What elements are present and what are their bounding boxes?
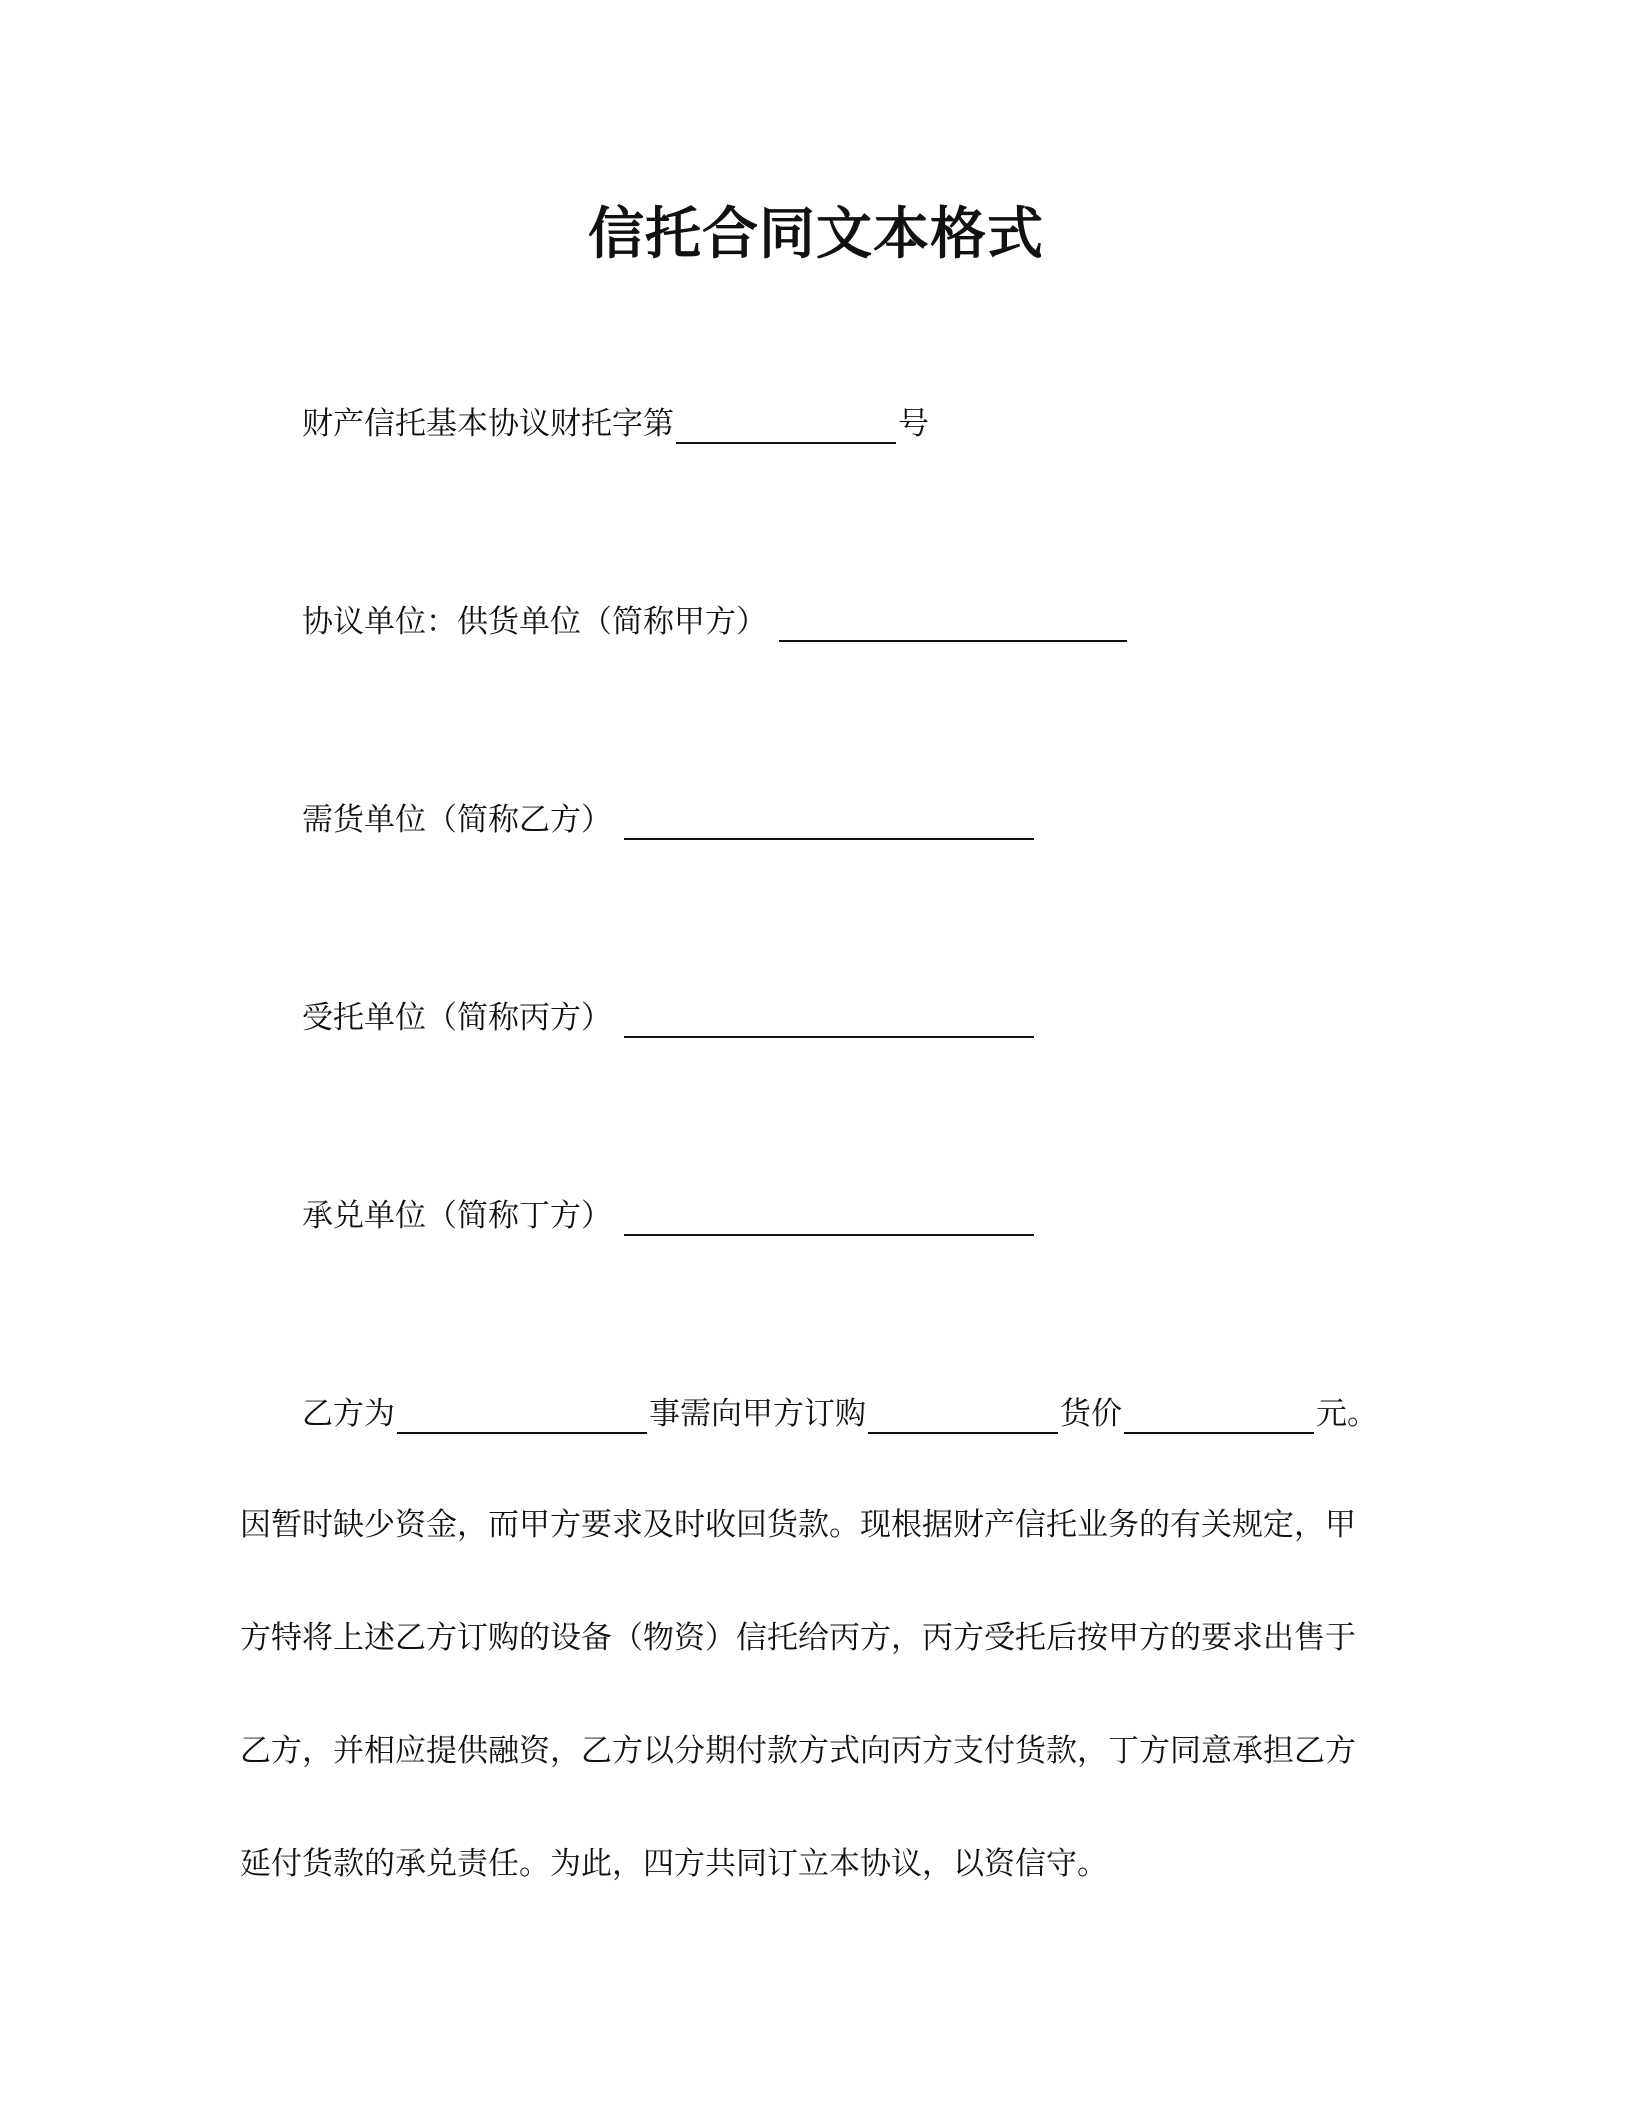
- purchase-text-4: 元。: [1316, 1396, 1378, 1432]
- party-d-label: 承兑单位（简称丁方）: [302, 1198, 612, 1234]
- agreement-number-line: [302, 402, 929, 444]
- body-paragraph-line-4: 延付货款的承兑责任。为此，四方共同订立本协议，以资信守。: [240, 1846, 1108, 1882]
- purchase-purpose-blank: [397, 1392, 647, 1434]
- party-a-blank: [779, 600, 1127, 642]
- body-paragraph-line-2: 方特将上述乙方订购的设备（物资）信托给丙方，丙方受托后按甲方的要求出售于: [240, 1620, 1356, 1656]
- party-a-label: 协议单位：供货单位（简称甲方）: [302, 604, 767, 640]
- party-a-line: [302, 600, 1129, 642]
- party-b-blank: [624, 798, 1034, 840]
- document-title: 信托合同文本格式: [588, 202, 1044, 267]
- purchase-text-3: 货价: [1060, 1396, 1122, 1432]
- party-c-blank: [624, 996, 1034, 1038]
- party-c-line: [302, 996, 1036, 1038]
- purchase-text-2: 事需向甲方订购: [649, 1396, 866, 1432]
- agreement-number-label: 财产信托基本协议财托字第: [302, 406, 674, 442]
- purchase-line: [302, 1392, 1378, 1434]
- agreement-number-blank: [676, 402, 896, 444]
- party-b-line: [302, 798, 1036, 840]
- party-d-blank: [624, 1194, 1034, 1236]
- party-d-line: [302, 1194, 1036, 1236]
- party-c-label: 受托单位（简称丙方）: [302, 1000, 612, 1036]
- purchase-item-blank: [868, 1392, 1058, 1434]
- body-paragraph-line-3: 乙方，并相应提供融资，乙方以分期付款方式向丙方支付货款，丁方同意承担乙方: [240, 1733, 1356, 1769]
- party-b-label: 需货单位（简称乙方）: [302, 802, 612, 838]
- purchase-text-1: 乙方为: [302, 1396, 395, 1432]
- agreement-number-suffix: 号: [898, 406, 929, 442]
- body-paragraph-line-1: 因暂时缺少资金，而甲方要求及时收回货款。现根据财产信托业务的有关规定，甲: [240, 1507, 1356, 1543]
- purchase-price-blank: [1124, 1392, 1314, 1434]
